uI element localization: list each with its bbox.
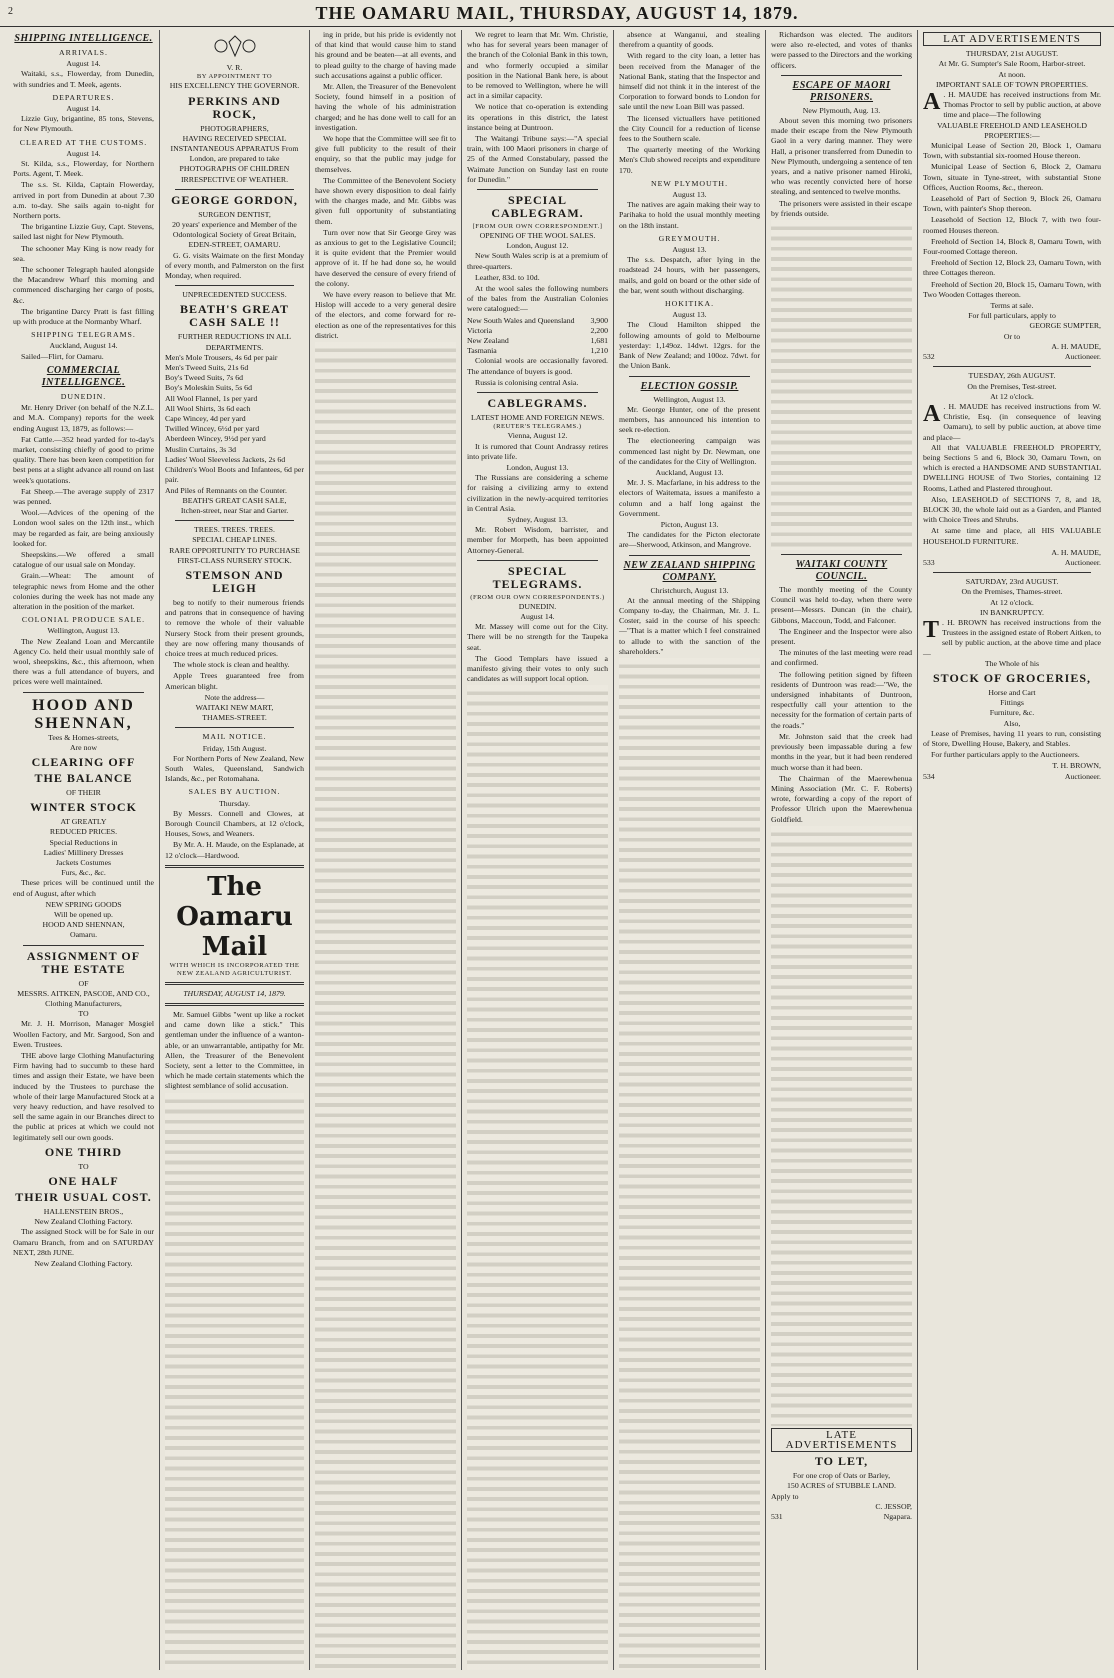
dateline: Wellington, August 13. [47,626,120,636]
divider [629,555,750,556]
body-text-block [619,658,760,1670]
subheading: [FROM OUR OWN CORRESPONDENT.] [472,223,603,231]
subheading: (FROM OUR OWN CORRESPONDENTS.) [470,593,605,601]
paragraph: The Committee of the Benevolent Society have shown every disposition to deal fairly with the charges made, and Mr. Gibbs was given full opportunity of substantiating them. [315,175,456,226]
ad-line: Freehold of Section 20, Block 15, Oamaru Town, with Two Wooden Cottages thereon. [923,279,1101,299]
ad-number: 533 [923,557,935,567]
editorial-paragraph: Mr. Samuel Gibbs "went up like a rocket and came down like a stick." This gentleman under the influence of a wanton-able, or an unwarrantable, antipathy for Mr. Allen, the Treasurer of the Benevolent Society, sent a letter to the Committee, in which he made certain statements which the slightest semblance of solid accusation. [165,1010,304,1091]
page-number: 2 [8,6,14,17]
body-text-block [165,1093,304,1670]
divider [933,366,1091,367]
ad-line: Children's Wool Boots and Infantees, 6d per pair. [165,465,304,485]
late-advertisements-heading: LAT ADVERTISEMENTS [923,32,1101,46]
column-3 [310,30,462,1670]
paragraph: ing in pride, but his pride is evidently not of that kind that would cause him to stand his ground and be beaten—at all events, and to plead guilty to the charge of having made such accusations against a public officer. [315,30,456,80]
ad-line: On the Premises, Thames-street. [961,587,1063,597]
paragraph: We have every reason to believe that Mr. Hislop will accede to a very general desire of the electors, and come forward for re-election as one of the representatives for this district. [315,290,456,340]
ad-footer [771,1512,912,1522]
ad-line: WAITAKI NEW MART, [195,702,274,712]
paragraph: At the wool sales the following numbers of the bales from the Australian Colonies were catalogued:— [467,284,608,314]
ad-line: Lease of Premises, having 11 years to run, consisting of Store, Dwelling House, Bakery, and Stables. [923,728,1101,748]
paragraph: Wool.—Advices of the opening of the London wool sales on the 12th inst., which may be regarded as fair, are being anxiously looked for. [13,508,154,548]
drop-cap: A [923,400,941,427]
subheading: SALES BY AUCTION. [188,787,281,797]
divider [23,945,144,946]
ad-line: Clothing Manufacturers, [45,999,122,1009]
table-row: New South Wales and Queensland 3,900 [467,315,608,325]
dateline: Christchurch, August 13. [650,585,729,595]
paragraph: New South Wales scrip is at a premium of three-quarters. [467,251,608,271]
ad-line: Leasehold of Part of Section 9, Block 26, Oamaru Town, with painter's Shop thereon. [923,194,1101,214]
ad-line: BEATH'S GREAT CASH SALE, [182,495,287,505]
section-heading: ESCAPE OF MAORI PRISONERS. [792,79,891,103]
ad-line: A. H. MAUDE, [1051,341,1101,351]
paragraph: Lizzie Guy, brigantine, 85 tons, Stevens, for New Plymouth. [13,114,154,134]
ad-line: EDEN-STREET, OAMARU. [188,240,281,250]
ad-line: NEW SPRING GOODS [45,899,122,909]
ad-line: Jackets Costumes [55,858,112,867]
ad-headline: GEORGE GORDON, [171,192,298,207]
body-text-block [467,685,608,1670]
bales-table [467,316,608,357]
divider [477,189,598,190]
paragraph: Mr. George Hunter, one of the present members, has announced his intention to seek re-election. [619,404,760,435]
section-heading: SHIPPING INTELLIGENCE. [14,33,153,44]
ad-body: T . H. BROWN has received instructions from the Trustees in the assigned estate of Robert Aitken, to sell by public auction, at the above time and place— [923,616,1101,658]
ad-line: AT GREATLY [60,817,107,827]
ad-line: MESSRS. AITKEN, PASCOE, AND CO., [17,988,150,998]
ad-line: All Wool Flannel, 1s per yard [165,393,258,403]
paragraph: The following petition signed by fifteen residents of Duntroon was read:—"We, the undersigned inhabitants of Duntroon, respectfully call your attention to the necessity for the formation of certain parts of the roads." [771,669,912,730]
subheading: (REUTER'S TELEGRAMS.) [493,423,582,431]
paragraph: The electioneering campaign was commenced last night by Dr. Newman, one of the candidates for the City of Wellington. [619,436,760,466]
paragraph: It is rumored that Count Andrassy retires into private life. [467,441,608,461]
paragraph: The Russians are considering a scheme for raising a civilizing army to extend civilization in the newly-acquired territories in Central Asia. [467,473,608,513]
paragraph: The Engineer and the Inspector were also present. [771,626,912,647]
paragraph: Mr. Henry Driver (on behalf of the N.Z.L. and M.A. Company) reports for the week ending August 13, 1879, as follows:— [13,403,154,433]
divider [175,285,294,286]
column-1 [8,30,160,1670]
section-heading: NEW ZEALAND SHIPPING COMPANY. [623,559,756,583]
ad-headline: PERKINS AND ROCK, [188,93,281,121]
paragraph: The brigantine Darcy Pratt is fast filling up with produce at the Normanby Wharf. [13,306,154,327]
paragraph: The s.s. St. Kilda, Captain Flowerday, arrived in port from Dunedin at about 7.30 a.m. to-day. She sails again to-night for Northern ports. [13,180,154,221]
subheading: LATEST HOME AND FOREIGN NEWS. [470,413,605,423]
masthead [0,0,1114,27]
ad-line: BY APPOINTMENT TO [196,73,273,81]
ad-line: All Wool Shirts, 3s 6d each [165,403,251,413]
drop-cap: A [923,89,941,116]
ad-line: PHOTOGRAPHERS, [200,123,269,133]
subheading: SHIPPING TELEGRAMS. [31,330,136,340]
dateline: August 13. [672,310,707,320]
dateline: London, August 12. [506,241,569,251]
ad-line: Tees & Homes-streets, [48,732,119,742]
paragraph: absence at Wanganui, and stealing therefrom a quantity of goods. [619,30,760,50]
royal-arms-icon [165,32,304,61]
ad-line: Boy's Tweed Suits, 7s 6d [165,373,244,383]
ad-line: A. H. MAUDE, [1051,547,1101,557]
ad-line: Apply to [771,1491,799,1501]
ad-number: 531 [771,1511,783,1521]
ad-line: Ladies' Wool Sleeveless Jackets, 2s 6d [165,454,286,464]
paragraph: About seven this morning two prisoners made their escape from the New Plymouth Gaol in a very daring manner. They were Hall, a prisoner transferred from Dunedin to New Plymouth, undergoing a sentence of ten years, and a native prisoner named Hiroki, who was recently convicted here of horse stealing, and sentenced to twelve months. [771,116,912,197]
ad-line: 20 years' experience and Member of the Odontological Society of Great Britain, [172,220,297,240]
ad-line: Oamaru. [69,930,98,940]
paragraph: The New Zealand Loan and Mercantile Agency Co. held their usual monthly sale of wool, sheepskins, &c., this afternoon, when there was a full attendance of buyers, and prices were well maintained. [13,636,154,687]
subheading: GREYMOUTH. [658,233,721,243]
subheading: OPENING OF THE WOOL SALES. [479,231,596,241]
dateline: August 13. [672,190,707,200]
paragraph: The candidates for the Picton electorate are—Sherwood, Atkinson, and Mangrove. [619,530,760,550]
divider [165,982,304,985]
paragraph: The licensed victuallers have petitioned the City Council for a reduction of license fees to the Southern scale. [619,113,760,144]
dateline: August 14. [66,148,101,158]
section-heading: WAITAKI COUNTY COUNCIL. [795,559,888,583]
paragraph: Waitaki, s.s., Flowerday, from Dunedin, with sundries and T. Meek, agents. [13,69,154,89]
subheading: HOKITIKA. [664,299,715,309]
ad-number: 532 [923,352,935,362]
ad-headline: BEATH'S GREAT CASH SALE !! [180,302,289,330]
ad-line: ONE THIRD [44,1144,123,1159]
ad-line: Cape Wincey, 4d per yard [165,414,246,424]
divider [781,554,902,555]
ad-line: Municipal Lease of Section 6, Block 2, Oamaru Town, situate in Tyne-street, with substantial Stone Offices, Auction Rooms, &c., thereon. [923,162,1101,192]
ad-line: The Whole of his [984,658,1040,668]
ad-line: Special Reductions in [49,837,118,847]
dateline: Friday, 15th August. [202,743,267,753]
ad-line: REDUCED PRICES. [49,827,118,837]
paragraph: Russia is colonising central Asia. [475,377,579,387]
ad-line: Freehold of Section 14, Block 8, Oamaru Town, with Four-roomed Cottage thereon. [923,236,1101,257]
paragraph: Sheepskins.—We offered a small catalogue of our usual sale on Monday. [13,549,154,570]
ad-date: TUESDAY, 26th AUGUST. [968,371,1056,381]
ad-line: THEIR USUAL COST. [15,1190,152,1205]
section-heading: SPECIAL CABLEGRAM. [491,193,584,221]
ad-line: Ngapara. [883,1511,912,1521]
paragraph: Mr. Robert Wisdom, barrister, and member for Morpeth, has been appointed Attorney-General. [467,525,608,555]
ad-line: RARE OPPORTUNITY TO PURCHASE FIRST-CLASS NURSERY STOCK. [169,545,300,565]
columns [8,30,1106,1670]
ad-line: Apple Trees guaranteed free from American blight. [165,671,304,691]
ad-headline: STEMSON AND LEIGH [185,567,284,595]
ad-line: Auctioneer. [1064,771,1101,781]
subheading: CLEARED AT THE CUSTOMS. [19,137,148,147]
ad-line: Freehold of Section 12, Block 23, Oamaru Town, with three Cottages thereon. [923,258,1101,278]
ad-line: Municipal Lease of Section 20, Block 1, Oamaru Town, with substantial six-roomed House thereon. [923,141,1101,161]
ad-line: TO [78,1161,89,1171]
section-heading: ELECTION GOSSIP. [640,380,739,392]
ad-line: Aberdeen Wincey, 9½d per yard [165,434,266,444]
subheading: NEW PLYMOUTH. [650,178,729,188]
ad-line: Ladies' Millinery Dresses [43,847,124,857]
divider [933,572,1091,573]
ad-line: Are now [69,742,98,752]
column-6 [766,30,918,1670]
ad-line: On the Premises, Test-street. [967,381,1057,391]
banner-subtitle: WITH WHICH IS INCORPORATED THE NEW ZEALAND AGRICULTURIST. [169,961,300,977]
subheading: ARRIVALS. [59,48,108,57]
ad-line: At same time and place, all HIS VALUABLE HOUSEHOLD FURNITURE. [923,526,1101,546]
ad-line: ONE HALF [48,1174,119,1189]
ad-line: WINTER STOCK [30,800,137,815]
ad-line: Auctioneer. [1064,352,1101,362]
column-2 [160,30,310,1670]
paragraph: The brigantine Lizzie Guy, Capt. Stevens, sailed last night for New Plymouth. [13,222,154,242]
ad-line: Furniture, &c. [989,708,1035,718]
ad-line: Muslin Curtains, 3s 3d [165,444,237,454]
ad-line: HAVING RECEIVED SPECIAL INSTANTANEOUS APPARATUS From London, are prepared to take PHOTOGRAPHS OF CHILDREN IRRESPECTIVE OF WEATHER. [170,133,299,184]
ad-line: For further particulars apply to the Auctioneers. [931,750,1080,760]
ad-line: Terms at sale. [990,301,1034,311]
ad-line: Twilled Wincey, 6½d per yard [165,424,260,434]
section-heading: CABLEGRAMS. [487,396,588,411]
paragraph: Fat Sheep.—The average supply of 2317 was penned. [13,486,154,506]
ad-line: Furs, &c., &c. [61,868,106,878]
paragraph: Leather, 83d. to 10d. [475,272,540,282]
paragraph: With regard to the city loan, a letter has been received from the Manager of the National Bank, stating that the Inspector and himself did not think it in the interest of the Corporation to forward bonds to London for sale until the new Loan Bill was passed. [619,51,760,112]
subheading: MAIL NOTICE. [202,732,267,742]
paragraph: By Mr. A. H. Maude, on the Esplanade, at 12 o'clock—Hardwood. [165,840,305,860]
paragraph: The minutes of the last meeting were read and confirmed. [771,648,912,668]
dateline: Sydney, August 13. [507,514,568,524]
ad-line: OF [78,978,89,988]
paragraph: Mr. J. S. Macfarlane, in his address to the electors of Waitemata, issues a manifesto a column and a half long against the Government. [619,478,760,518]
ad-line: Also, LEASEHOLD of SECTIONS 7, 8, and 18, BLOCK 30, the whole laid out as a Garden, and Planted with Choice Trees and Shrubs. [923,494,1101,525]
ad-line: T. H. BROWN, [1052,761,1101,771]
ad-line: Auctioneer. [1064,557,1101,567]
ad-line: VALUABLE FREEHOLD AND LEASEHOLD PROPERTIES:— [937,120,1087,140]
divider [175,189,294,190]
ad-line: UNPRECEDENTED SUCCESS. [182,290,287,300]
table-row: Tasmania 1,210 [467,346,608,356]
ad-number: 534 [923,771,935,781]
divider [165,865,304,868]
ad-line: HOOD AND SHENNAN, [42,920,125,930]
ad-line: G. G. visits Waimate on the first Monday of every month, and Palmerston on the first Monday, when required. [165,250,304,281]
ad-line: At noon. [998,69,1026,79]
paragraph: Fat Cattle.—352 head yarded for to-day's market, consisting chiefly of good to prime quality. There has been keen competition for best pens at a slight advance all round on last week's quotations. [13,434,154,485]
paragraph: The prisoners were assisted in their escape by friends outside. [771,198,912,218]
paragraph: We regret to learn that Mr. Wm. Christie, who has for several years been manager of the branch of the Colonial Bank in this town, and who formerly occupied a similar position in the National Bank here, is about to be removed to Wellington, where he will act in a similar capacity. [467,30,608,101]
dateline: August 14. [66,59,101,69]
paragraph: The Chairman of the Maerewhenua Mining Association (Mr. C. F. Roberts) wrote, forwarding a copy of the report of Professor Ulrich upon the Maerewhenua Goldfield. [771,773,912,824]
paragraph: The monthly meeting of the County Council was held to-day, when there were present—Messrs. Duncan (in the chair), Gibbons, Maccoun, Todd, and Falconer. [771,585,912,625]
paragraph: Turn over now that Sir George Grey was as anxious to get to the Legislative Council; it is quite evident that the Premier would approve of it. If he had done so, he would have deserved the censure of every friend of the colony. [315,227,456,288]
paragraph: Sailed—Flirt, for Oamaru. [21,351,104,361]
divider [629,376,750,377]
ad-line: 150 ACRES of STUBBLE LAND. [787,1481,896,1491]
subheading: DEPARTURES. [52,92,115,102]
section-heading: SPECIAL TELEGRAMS. [492,563,583,591]
ad-line: At 12 o'clock. [990,391,1034,401]
ad-footer [923,352,1101,362]
dateline: London, August 13. [506,462,569,472]
ad-line: GEORGE SUMPTER, [1029,321,1101,331]
column-5 [614,30,766,1670]
ad-line: Also, [1003,718,1021,728]
paragraph: The Cloud Hamilton shipped the following amounts of gold to Melbourne yesterday: 1,149oz. 14dwt. 12grs. for the Bank of New Zealand; and 100oz. 7dwt. for the Union Bank. [619,320,760,371]
ad-line: THE BALANCE [34,770,133,785]
section-heading: COMMERCIAL INTELLIGENCE. [41,364,126,388]
ad-headline: HOOD AND SHENNAN, [32,696,135,732]
late-advertisements-heading: LATE ADVERTISEMENTS [771,1428,912,1452]
ad-line: All that VALUABLE FREEHOLD PROPERTY, being Sections 5 and 6, Block 30, Oamaru Town, on which is erected a HANDSOME AND SUBSTANTIAL DWELLING HOUSE of Two Stories, containing 12 Rooms, Lathed and Plastered throughout. [923,442,1101,493]
dateline: Auckland, August 14. [49,341,118,351]
ad-line: beg to notify to their numerous friends and patrons that in consequence of having to remove the whole of their valuable Nursery Stock from their present grounds, they are now offering many thousands of choice trees at much reduced prices. [165,597,304,658]
divider [477,560,598,561]
divider [175,727,294,728]
divider [23,692,144,693]
ad-line: Boy's Moleskin Suits, 5s 6d [165,383,252,393]
ad-line: Fittings [1000,698,1024,708]
dateline: Wellington, August 13. [653,394,726,404]
paragraph: The Waitangi Tribune says:—"A special train, with 100 Maori prisoners in charge of 25 of the Armed Constabulary, passed the Waimate Junction on Sunday last en route for Dunedin." [467,134,608,184]
column-4 [462,30,614,1670]
ad-line: Men's Tweed Suits, 21s 6d [165,363,249,373]
paragraph: Mr. Massey will come out for the City. There will be no strength for the Taupeka seat. [467,622,608,652]
ad-line: THE above large Clothing Manufacturing Firm having had to succumb to these hard times and assign their Estate, we have been induced by the Trustees to purchase the whole of their large Manufactured Stock at a very heavy reduction, and have resolved to sell the same again in our Branches direct to the public at prices at which we could not legitimately sell our own goods. [13,1051,154,1142]
divider [477,392,598,393]
ad-line: Itchen-street, near Star and Garter. [180,505,289,515]
ad-headline: ASSIGNMENT OF THE ESTATE [26,948,141,976]
subheading: DUNEDIN. [60,391,107,401]
ad-body: A . H. MAUDE has received instructions from W. Christie, Esq. (in consequence of leaving Oamaru), to sell by public auction, at above time and place— [923,400,1101,442]
ad-date: THURSDAY, 21st AUGUST. [965,49,1059,59]
newspaper-banner: The Oamaru Mail [176,871,293,962]
paragraph: By Messrs. Connell and Clowes, at Borough Council Chambers, at 12 o'clock, Houses, Sows, and Weaners. [165,808,304,839]
table-row: New Zealand 1,681 [467,336,608,346]
paragraph: Mr. Allen, the Treasurer of the Benevolent Society, found himself in a position of having the whole of his administration charged; and he has done well to call for an investigation. [315,82,456,132]
ad-body: A . H. MAUDE has received instructions from Mr. Thomas Proctor to sell by public auction, at above time and place—The following [923,89,1101,120]
table-row: Victoria 2,200 [467,325,608,335]
ad-line: At 12 o'clock. [990,597,1034,607]
paragraph: Richardson was elected. The auditors were also re-elected, and votes of thanks were passed to the Directors and the working officers. [771,30,912,70]
ad-date: SATURDAY, 23rd AUGUST. [965,577,1059,587]
ad-footer [923,558,1101,568]
paragraph: Mr. Johnston said that the creek had previously been impassable during a few months in the year, but it had been rendered much worse than it had been. [771,731,912,772]
dateline: August 14. [520,611,555,621]
ad-line: The whole stock is clean and healthy. [173,660,290,670]
ad-line: OF THEIR [66,787,101,797]
ad-line: For full particulars, apply to [968,311,1056,321]
ad-footer [923,772,1101,782]
ad-line: Or to [1003,331,1021,341]
ad-line: V. R. [226,63,243,73]
ad-headline: TO LET, [814,1454,869,1469]
ad-line: THAMES-STREET. [202,713,267,723]
paragraph: We hope that the Committee will see fit to give full publicity to the result of their enquiry, so that the public may judge for themselves. [315,134,456,174]
paragraph: Grain.—Wheat: The amount of telegraphic news from Home and the other colonies during the week has not made any alteration in the position of the market. [13,571,154,611]
ad-headline: IN BANKRUPTCY. [980,607,1044,617]
ad-line: TO [78,1009,89,1019]
ad-line: And Piles of Remnants on the Counter. [165,485,287,495]
paragraph: Colonial wools are occasionally favored. The attendance of buyers is good. [467,356,608,376]
paragraph: The s.s. Despatch, after lying in the roadstead 24 hours, with her passengers, mails, and gold on board or the other side of the bar, went south without discharging. [619,255,760,295]
paragraph: The natives are again making their way to Parihaka to hold the usual monthly meeting on the 18th instant. [619,200,760,230]
dateline: Auckland, August 13. [655,467,724,477]
ad-line: New Zealand Clothing Factory. [34,1217,133,1227]
ad-line: Mr. J. H. Morrison, Manager Mosgiel Woollen Factory, and Mr. Sargood, Son and Ewen. Trustees. [13,1019,154,1049]
ad-line: Men's Mole Trousers, 4s 6d per pair [165,352,278,362]
dateline: New Plymouth, Aug. 13. [802,105,881,115]
ad-line: TREES. TREES. TREES. [194,525,275,535]
editorial-dateline: THURSDAY, AUGUST 14, 1879. [183,988,286,998]
paragraph: We notice that co-operation is extending its operations in this district, the latest instance being at Duntroon. [467,102,608,132]
paragraph: The Good Templars have issued a manifesto giving their votes to only such candidates as will support local option. [467,653,608,684]
divider [175,520,294,521]
ad-line: STOCK OF GROCERIES, [932,670,1092,685]
ad-line: At Mr. G. Sumpter's Sale Room, Harbor-street. [938,59,1086,69]
body-text-block [771,220,912,550]
ad-line: Horse and Cart [988,687,1036,697]
paragraph: For Northern Ports of New Zealand, New South Wales, Queensland, Sandwich Islands, &c., per Rotomahana. [165,753,304,784]
body-text-block [315,342,456,1670]
dateline: Picton, August 13. [660,519,719,529]
divider [165,1003,304,1006]
ad-line: SPECIAL CHEAP LINES. [192,535,277,545]
dateline: August 14. [66,104,101,114]
ad-line: CLEARING OFF [31,754,136,769]
ad-line: SURGEON DENTIST, [198,209,271,219]
ad-line: C. JESSOP, [875,1501,912,1511]
ad-headline: IMPORTANT SALE OF TOWN PROPERTIES. [935,79,1088,89]
column-7 [918,30,1106,1670]
subheading: COLONIAL PRODUCE SALE. [21,615,146,625]
ad-line: The assigned Stock will be for Sale in our Oamaru Branch, from and on SATURDAY NEXT, 28th JUNE. [13,1227,154,1257]
ad-line: HALLENSTEIN BROS., [43,1207,124,1217]
ad-line: For one crop of Oats or Barley, [792,1471,891,1481]
ad-line: Note the address— [204,692,265,702]
ad-line: HIS EXCELLENCY THE GOVERNOR. [169,81,300,91]
body-text-block [771,826,912,1426]
masthead-title: THE OAMARU MAIL, THURSDAY, AUGUST 14, 1879. [315,2,799,23]
dateline: Thursday. [219,798,250,808]
paragraph: The schooner May King is now ready for sea. [13,243,154,263]
ad-line: New Zealand Clothing Factory. [34,1259,133,1269]
subheading: DUNEDIN. [518,601,557,611]
ad-line: These prices will be continued until the end of August, after which [13,878,154,898]
paragraph: The quarterly meeting of the Working Men's Club showed receipts and expenditure 170. [619,145,760,175]
paragraph: At the annual meeting of the Shipping Company to-day, the Chairman, Mr. J. L. Coster, said in the course of his speech:—"That is a matter which I feel constrained to allude to with the sanction of the shareholders." [619,595,760,656]
drop-cap: T [923,616,940,643]
ad-line: FURTHER REDUCTIONS IN ALL DEPARTMENTS. [177,332,292,352]
ad-line: Will be opened up. [53,910,113,920]
divider [781,75,902,76]
ad-line: Leasehold of Section 12, Block 7, with two four-roomed Houses thereon. [923,215,1101,235]
dateline: Vienna, August 12. [507,431,568,441]
paragraph: The schooner Telegraph hauled alongside the Macandrew Wharf this morning and commenced discharging her cargo of posts, &c. [13,265,154,305]
dateline: August 13. [672,245,707,255]
paragraph: St. Kilda, s.s., Flowerday, for Northern Ports. Agent, T. Meek. [13,159,154,179]
